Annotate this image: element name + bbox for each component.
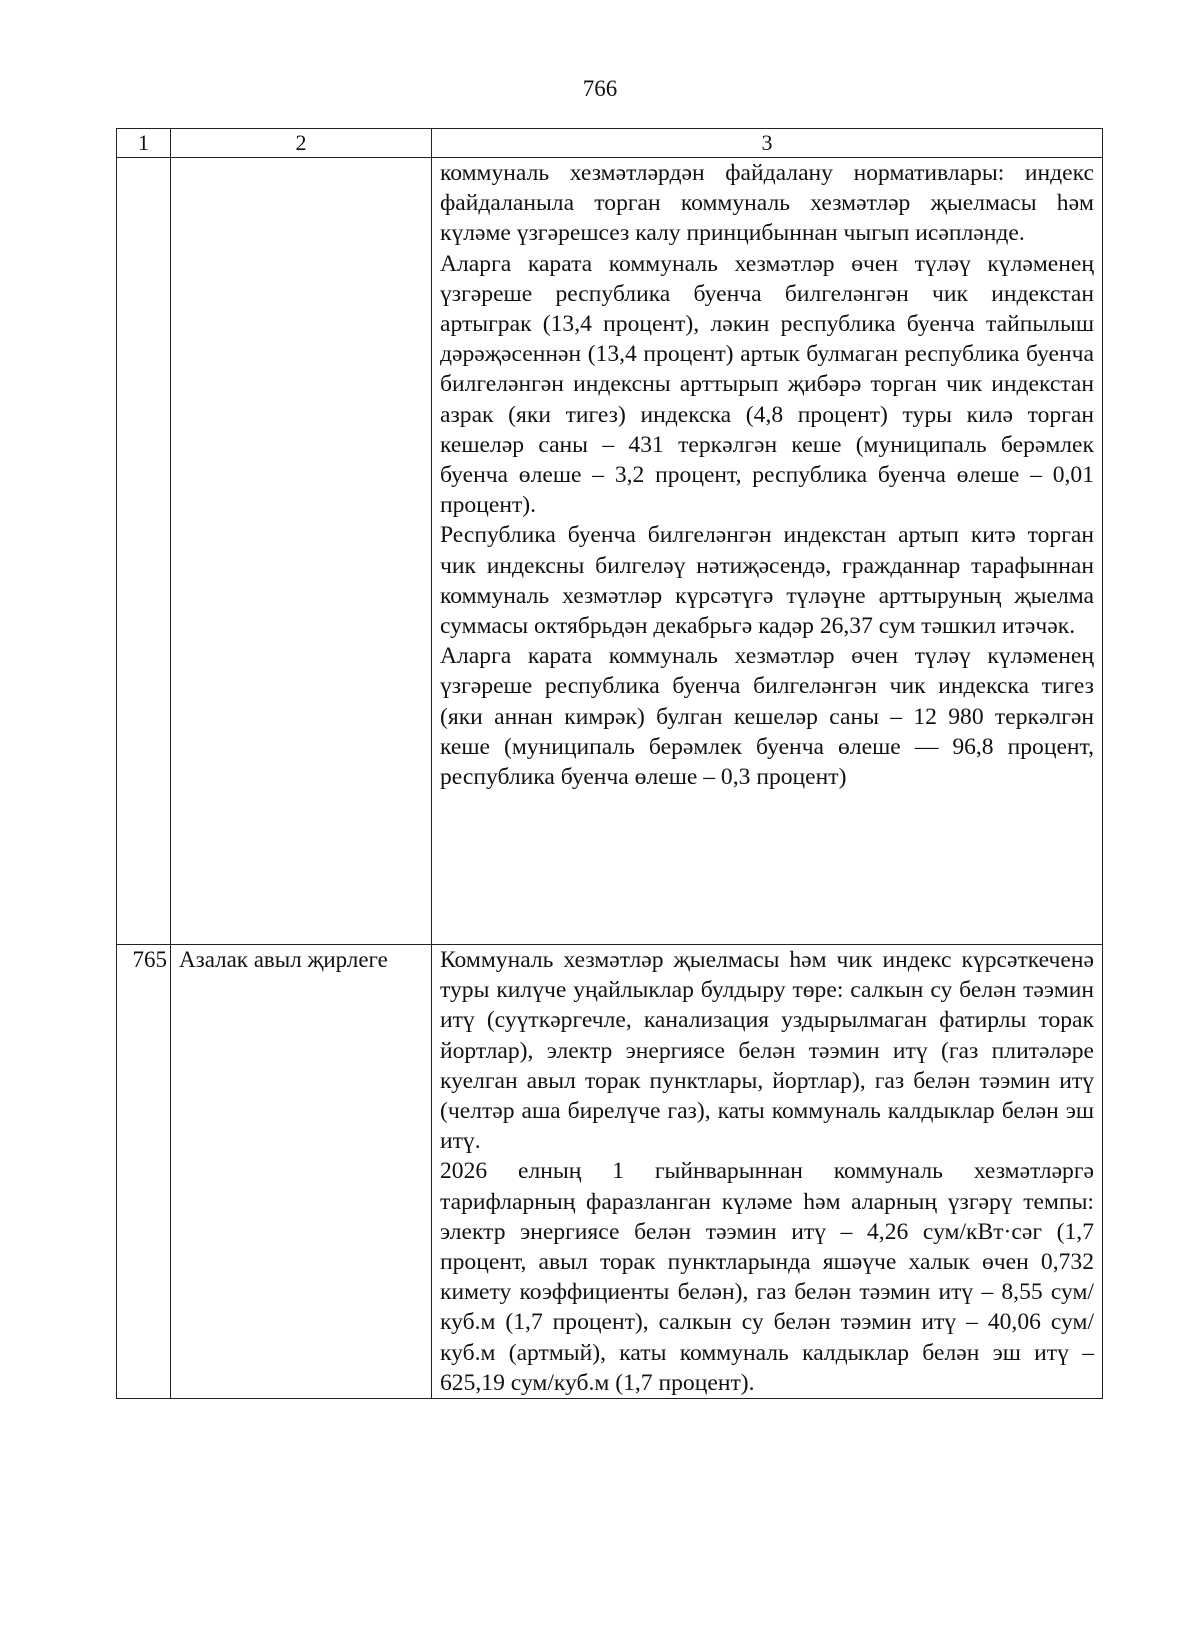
description-cell: [432, 158, 1103, 945]
row-number: 765: [117, 945, 171, 1399]
table-header-row: [117, 129, 1103, 158]
document-table: [116, 128, 1103, 1399]
settlement-name: Азалак авыл җирлеге: [171, 945, 432, 1399]
page-number: 766: [582, 76, 618, 101]
header-col-1: 1: [117, 129, 171, 158]
description-cell: [432, 945, 1103, 1399]
table-row: [117, 945, 1103, 1399]
header-col-3: 3: [432, 129, 1103, 158]
row-number: [117, 158, 171, 945]
settlement-name: [171, 158, 432, 945]
paragraph: коммуналь хезмәтләрдән файдалану нормативлары: индекс файдаланыла торган коммуналь хезмәтләр җыелмасы һәм күләме үзгәрешсез калу принцибыннан чыгып исәпләнде.: [440, 160, 1094, 247]
paragraph: Республика буенча билгеләнгән индекстан артып китә торган чик индексны билгеләү нәтиҗәсендә, гражданнар тарафыннан коммуналь хезмәтләр күрсәтүгә түләүне арттыруның җыелма суммасы октябрьдән декабрьгә кадәр 26,37 сум тәшкил итәчәк.: [440, 522, 1094, 640]
table-row: [117, 158, 1103, 945]
paragraph: Аларга карата коммуналь хезмәтләр өчен түләү күләменең үзгәреше республика буенча билгеләнгән чик индекска тигез (яки аннан кимрәк) булган кешеләр саны – 12 980 теркәлгән кеше (муниципаль берәмлек буенча өлеше — 96,8 процент, республика буенча өлеше – 0,3 процент): [440, 643, 1094, 791]
header-col-2: 2: [171, 129, 432, 158]
paragraph: Коммуналь хезмәтләр җыелмасы һәм чик индекс күрсәткеченә туры килүче уңайлыклар булдыру төре: салкын су белән тәэмин итү (суүткәргечле, канализация уздырылмаган фатирлы торак йортлар), электр энергиясе белән тәэмин итү (газ плитәләре куелган авыл торак пунктлары, йортлар), газ белән тәэмин итү (челтәр аша бирелүче газ), каты коммуналь калдыклар белән эш итү.: [440, 947, 1094, 1155]
paragraph: Аларга карата коммуналь хезмәтләр өчен түләү күләменең үзгәреше республика буенча билгеләнгән чик индекстан артыграк (13,4 процент), ләкин республика буенча тайпылыш дәрәҗәсеннән (13,4 процент) артык булмаган республика буенча билгеләнгән индексны арттырып җибәрә торган чик индекстан азрак (яки тигез) индекска (4,8 процент) туры килә торган кешеләр саны – 431 теркәлгән кеше (муниципаль берәмлек буенча өлеше – 3,2 процент, республика буенча өлеше – 0,01 процент).: [440, 250, 1094, 519]
paragraph: 2026 елның 1 гыйнварыннан коммуналь хезмәтләргә тарифларның фаразланган күләме һәм аларның үзгәрү темпы: электр энергиясе белән тәэмин итү – 4,26 сум/кВт·сәг (1,7 процент, авыл торак пунктларында яшәүче халык өчен 0,732 кимету коэффициенты белән), газ белән тәэмин итү – 8,55 сум/куб.м (1,7 процент), салкын су белән тәэмин итү – 40,06 сум/куб.м (артмый), каты коммуналь калдыклар белән эш итү – 625,19 сум/куб.м (1,7 процент).: [440, 1158, 1094, 1396]
